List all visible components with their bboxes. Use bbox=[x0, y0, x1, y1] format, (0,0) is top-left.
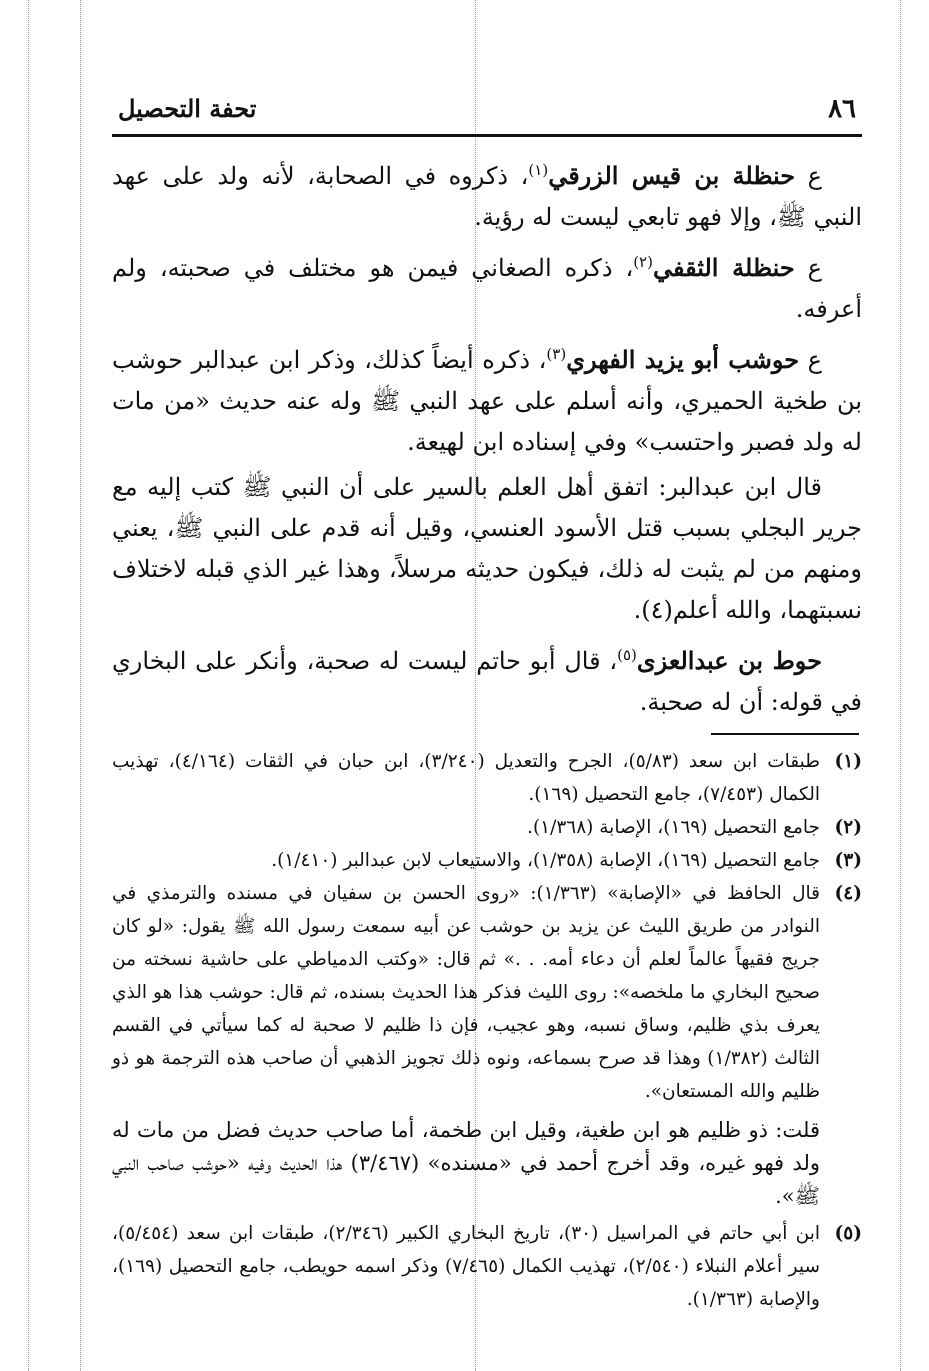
footnote-ref: (١) bbox=[528, 161, 549, 179]
footnote bbox=[112, 877, 862, 1108]
footnote-number: (٥) bbox=[834, 1223, 862, 1244]
entry-paragraph: حوط بن عبدالعزى$^{(٥)}$، قال أبو حاتم ليست له صحبة، وأنكر على البخاري في قوله: أن له صحبة. bbox=[112, 646, 862, 716]
entry-paragraph: ع حوشب أبو يزيد الفهري$^{(٣)}$، ذكره أيضاً كذلك، وذكر ابن عبدالبر حوشب بن طخية الحميري، وأنه أسلم على عهد النبي ﷺ وله عنه حديث «من مات له ولد فصبر واحتسب» وفي إسناده ابن لهيعة. bbox=[112, 345, 862, 456]
entry-name: حوشب أبو يزيد الفهري bbox=[566, 345, 800, 374]
footnotes bbox=[112, 745, 862, 1316]
footnote-text: قال الحافظ في «الإصابة» (١/٣٦٣): «روى الحسن بن سفيان في مسنده والترمذي في النوادر من طريق الليث عن يزيد بن حوشب عن أبيه سمعت رسول الله ﷺ يقول: «لو كان جريج فقيهاً عالماً لعلم أن دعاء أمه. . .» ثم قال: «وكتب الدمياطي على حاشية نسخته من صحيح البخاري ما ملخصه»: روى الليث فذكر هذا الحديث بسنده، ثم قال: حوشب هذا هو الذي يعرف بذي ظليم، وساق نسبه، وهو عجيب، فإن ذا ظليم لا صحبة له كما سيأتي في القسم الثالث (١/٣٨٢) وهذا قد صرح بسماعه، ونوه ذلك تجويز الذهبي أن صاحب هذه الترجمة هو ذو ظليم والله المستعان». bbox=[112, 883, 820, 1102]
entry-name: حنظلة الثقفي bbox=[652, 253, 795, 282]
footnote-ref: (٣) bbox=[546, 345, 567, 363]
page-number: ٨٦ bbox=[828, 94, 856, 124]
footnote-number: (٤) bbox=[834, 883, 862, 904]
entry-name: حوط بن عبدالعزى bbox=[636, 646, 822, 675]
entry-paragraph: قال ابن عبدالبر: اتفق أهل العلم بالسير على أن النبي ﷺ كتب إليه مع جرير البجلي بسبب قتل الأسود العنسي، وقيل أنه قدم على النبي ﷺ، يعني ومنهم من لم يثبت له ذلك، فيكون حديثه مرسلاً، وهذا غير الذي قبله لاختلاف نسبتهما، والله أعلم(٤). bbox=[112, 473, 862, 624]
footnote-ref: (٢) bbox=[633, 253, 653, 271]
footnote-number: (٢) bbox=[834, 817, 862, 838]
footnote bbox=[112, 745, 862, 811]
footnote-number: (١) bbox=[834, 751, 862, 772]
footnote-text: طبقات ابن سعد (٥/٨٣)، الجرح والتعديل (٣/٢٤٠)، ابن حبان في الثقات (٤/١٦٤)، تهذيب الكمال (٧/٤٥٣)، جامع التحصيل (١٦٩). bbox=[112, 751, 820, 805]
margin-guide bbox=[80, 0, 81, 1371]
entry-name: حنظلة بن قيس الزرقي bbox=[548, 161, 796, 190]
page-header bbox=[112, 92, 860, 132]
footnote-text: جامع التحصيل (١٦٩)، الإصابة (١/٣٦٨). bbox=[527, 817, 820, 838]
entry-paragraph: ع حنظلة بن قيس الزرقي$^{(١)}$، ذكروه في الصحابة، لأنه ولد على عهد النبي ﷺ، وإلا فهو تابعي ليست له رؤية. bbox=[112, 161, 862, 231]
margin-guide bbox=[28, 0, 29, 1371]
footnote bbox=[112, 844, 862, 877]
book-title: تحفة التحصيل bbox=[118, 94, 257, 123]
margin-guide bbox=[900, 0, 901, 1371]
footnote-ref: (٥) bbox=[617, 646, 637, 664]
main-text bbox=[112, 150, 862, 727]
entry-paragraph: ع حنظلة الثقفي$^{(٢)}$، ذكره الصغاني فيمن هو مختلف في صحبته، ولم أعرفه. bbox=[112, 253, 862, 323]
footnote-continuation: قلت: ذو ظليم هو ابن طغية، وقيل ابن طخمة، أما صاحب حديث فضل من مات له ولد فهو غيره، وقد أخرج أحمد في «مسنده» (٣/٤٦٧) هذا الحديث وفيه «حوشب صاحب النبي ﷺ». bbox=[112, 1118, 821, 1208]
footnote-text: جامع التحصيل (١٦٩)، الإصابة (١/٣٥٨)، والاستيعاب لابن عبدالبر (١/٤١٠). bbox=[271, 850, 820, 871]
header-rule bbox=[112, 134, 862, 137]
footnote-text: ابن أبي حاتم في المراسيل (٣٠)، تاريخ البخاري الكبير (٢/٣٤٦)، طبقات ابن سعد (٥/٤٥٤)، سير أعلام النبلاء (٢/٥٤٠)، تهذيب الكمال (٧/٤٦٥) وذكر اسمه حويطب، جامع التحصيل (١٦٩)، والإصابة (١/٣٦٣). bbox=[112, 1223, 820, 1310]
footnote bbox=[112, 1217, 862, 1316]
footnote bbox=[112, 811, 862, 844]
footnote-separator bbox=[711, 733, 859, 735]
footnote-number: (٣) bbox=[834, 850, 862, 871]
